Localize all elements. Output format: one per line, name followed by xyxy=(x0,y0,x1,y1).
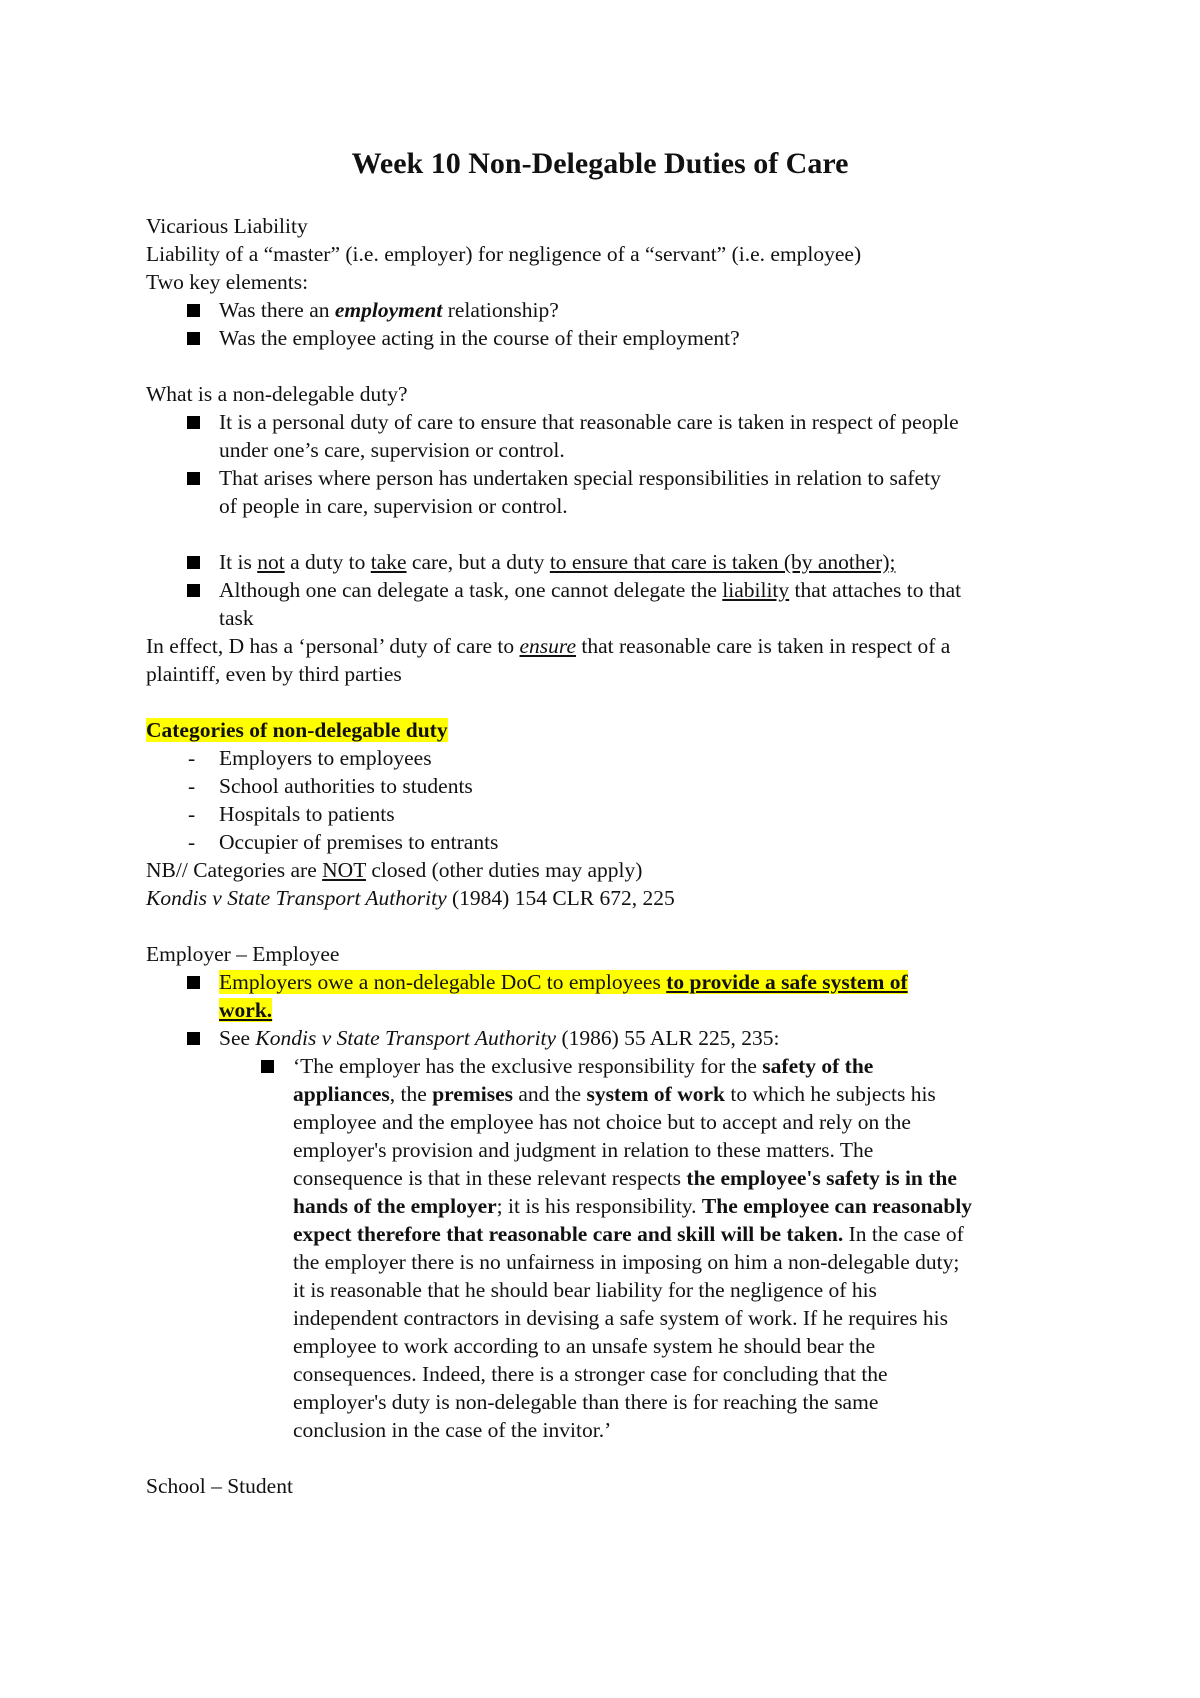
bullet-text: Was the employee acting in the course of their employment? xyxy=(219,326,740,350)
quote-line: hands of the employer; it is his responsibility. The employee can reasonably xyxy=(293,1194,973,1218)
bullet-text: Although one can delegate a task, one cannot delegate the liability that attaches to that xyxy=(219,578,962,602)
quote-line: consequence is that in these relevant respects the employee's safety is in the xyxy=(293,1166,957,1190)
key-elements-label: Two key elements: xyxy=(146,270,309,294)
bullet-square-icon xyxy=(187,416,200,429)
bullet-text: work. xyxy=(219,998,273,1022)
quote-line: employee to work according to an unsafe system he should bear the xyxy=(293,1334,876,1358)
quote-line: expect therefore that reasonable care and skill will be taken. In the case of xyxy=(293,1222,964,1246)
bullet-text: task xyxy=(219,606,254,630)
bullet-text: Was there an employment relationship? xyxy=(219,298,559,322)
bullet-text: It is a personal duty of care to ensure that reasonable care is taken in respect of people xyxy=(219,410,959,434)
dash-marker: - xyxy=(188,830,196,854)
vicarious-definition: Liability of a “master” (i.e. employer) for negligence of a “servant” (i.e. employee) xyxy=(146,242,862,266)
bullet-square-icon xyxy=(187,472,200,485)
bullet-square-icon xyxy=(187,304,200,317)
effect-text: In effect, D has a ‘personal’ duty of care to ensure that reasonable care is taken in respect of a xyxy=(146,634,951,658)
quote-line: employer's duty is non-delegable than there is for reaching the same xyxy=(293,1390,879,1414)
categories-heading: Categories of non-delegable duty xyxy=(146,718,448,742)
list-item: Occupier of premises to entrants xyxy=(219,830,499,854)
quote-line: employer's provision and judgment in relation to these matters. The xyxy=(293,1138,874,1162)
quote-line: independent contractors in devising a safe system of work. If he requires his xyxy=(293,1306,948,1330)
quote-line: the employer there is no unfairness in imposing on him a non-delegable duty; xyxy=(293,1250,960,1274)
dash-marker: - xyxy=(188,774,196,798)
bullet-text: See Kondis v State Transport Authority (1986) 55 ALR 225, 235: xyxy=(219,1026,780,1050)
quote-line: consequences. Indeed, there is a stronger case for concluding that the xyxy=(293,1362,888,1386)
case-citation: Kondis v State Transport Authority (1984) 154 CLR 672, 225 xyxy=(146,886,675,910)
dash-marker: - xyxy=(188,746,196,770)
bullet-square-icon xyxy=(187,1032,200,1045)
bullet-text: under one’s care, supervision or control. xyxy=(219,438,565,462)
quote-line: appliances, the premises and the system of work to which he subjects his xyxy=(293,1082,936,1106)
bullet-text: of people in care, supervision or control. xyxy=(219,494,568,518)
sub-bullet-square-icon xyxy=(261,1060,274,1073)
bullet-square-icon xyxy=(187,332,200,345)
vicarious-heading: Vicarious Liability xyxy=(146,214,308,238)
page-title: Week 10 Non-Delegable Duties of Care xyxy=(351,147,849,180)
non-delegable-heading: What is a non-delegable duty? xyxy=(146,382,408,406)
quote-line: it is reasonable that he should bear liability for the negligence of his xyxy=(293,1278,877,1302)
bullet-text: That arises where person has undertaken special responsibilities in relation to safety xyxy=(219,466,941,490)
bullet-square-icon xyxy=(187,976,200,989)
employer-employee-heading: Employer – Employee xyxy=(146,942,340,966)
list-item: Employers to employees xyxy=(219,746,432,770)
school-student-heading: School – Student xyxy=(146,1474,293,1498)
bullet-text: It is not a duty to take care, but a duty to ensure that care is taken (by another); xyxy=(219,550,896,574)
quote-line: employee and the employee has not choice but to accept and rely on the xyxy=(293,1110,911,1134)
effect-text: plaintiff, even by third parties xyxy=(146,662,402,686)
dash-marker: - xyxy=(188,802,196,826)
nb-note: NB// Categories are NOT closed (other duties may apply) xyxy=(146,858,643,882)
list-item: School authorities to students xyxy=(219,774,473,798)
bullet-text: Employers owe a non-delegable DoC to employees to provide a safe system of xyxy=(219,970,908,994)
quote-line: ‘The employer has the exclusive responsibility for the safety of the xyxy=(293,1054,874,1078)
bullet-square-icon xyxy=(187,556,200,569)
list-item: Hospitals to patients xyxy=(219,802,395,826)
bullet-square-icon xyxy=(187,584,200,597)
quote-line: conclusion in the case of the invitor.’ xyxy=(293,1418,612,1442)
